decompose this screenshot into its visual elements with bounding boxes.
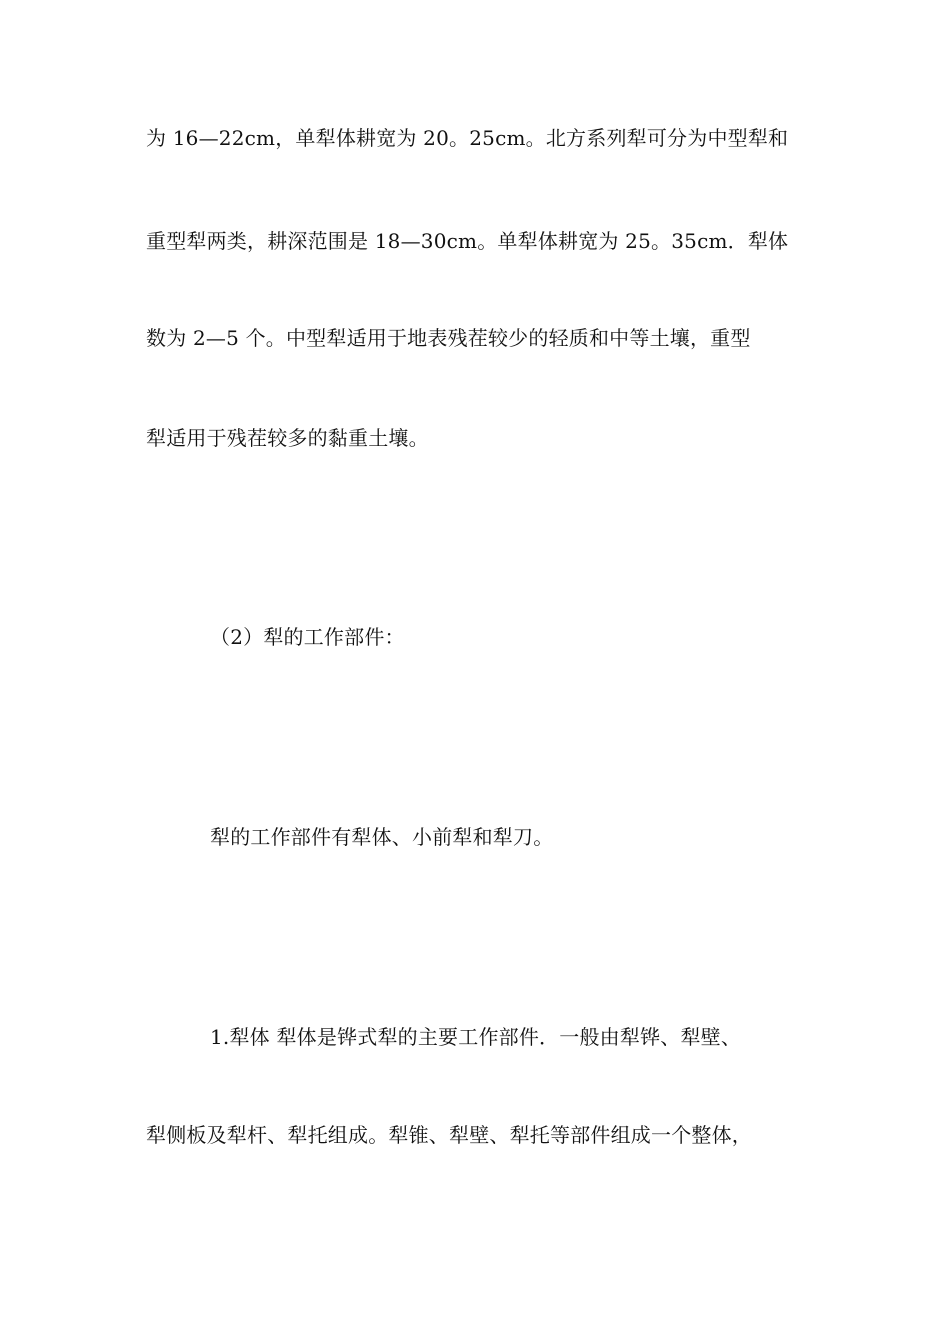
section-heading: （2）犁的工作部件： <box>210 625 405 649</box>
paragraph-3-line-1: 1.犁体 犁体是铧式犁的主要工作部件．一般由犁铧、犁壁、 <box>210 1025 742 1049</box>
paragraph-3-line-2: 犁侧板及犁杆、犁托组成。犁锥、犁壁、犁托等部件组成一个整体， <box>146 1123 752 1147</box>
paragraph-1-line-2: 重型犁两类，耕深范围是 18—30cm。单犁体耕宽为 25。35cm．犁体 <box>146 229 789 253</box>
paragraph-1-line-4: 犁适用于残茬较多的黏重土壤。 <box>146 426 429 450</box>
paragraph-1-line-1: 为 16—22cm，单犁体耕宽为 20。25cm。北方系列犁可分为中型犁和 <box>146 126 789 150</box>
paragraph-2: 犁的工作部件有犁体、小前犁和犁刀。 <box>210 825 554 849</box>
paragraph-1-line-3: 数为 2—5 个。中型犁适用于地表残茬较少的轻质和中等土壤，重型 <box>146 326 751 350</box>
